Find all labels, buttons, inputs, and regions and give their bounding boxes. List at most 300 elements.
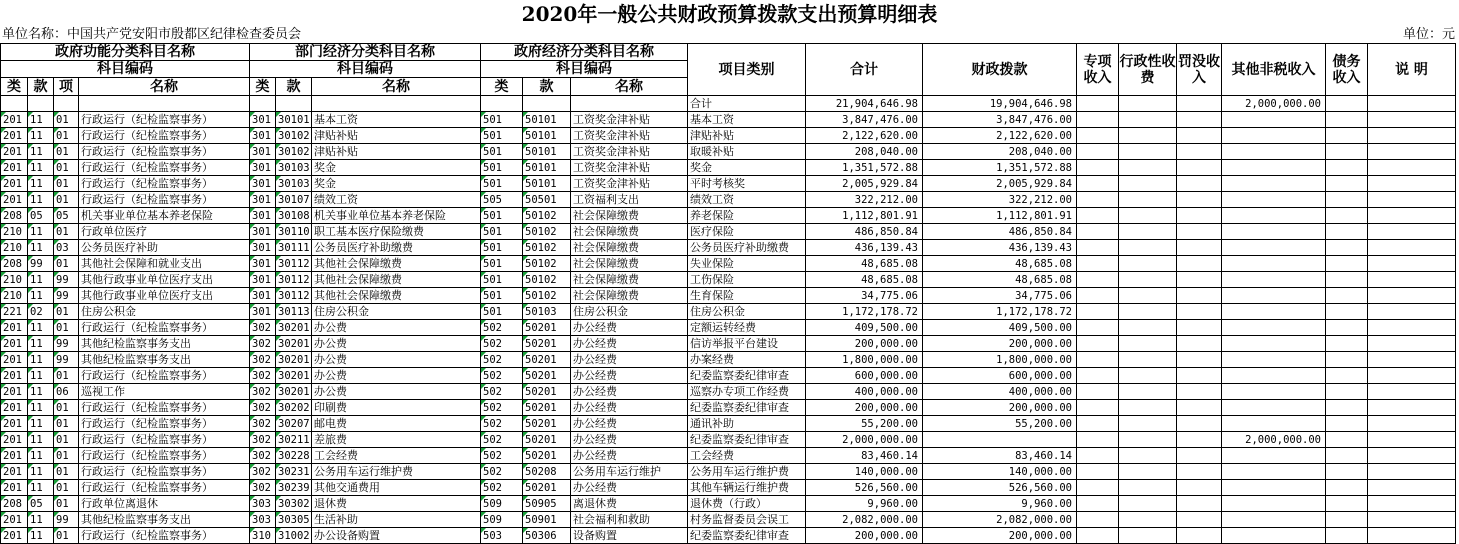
- table-row: [1, 528, 1456, 544]
- func-xiang-cell: 05: [54, 208, 79, 224]
- func-kuan-cell: 11: [28, 240, 54, 256]
- fiscal-cell: 1,351,572.88: [923, 160, 1077, 176]
- special-income-cell: [1077, 256, 1119, 272]
- func-kuan-cell: 11: [28, 352, 54, 368]
- gov-lei-cell: 501: [481, 128, 523, 144]
- gov-kuan-cell: 50501: [523, 192, 571, 208]
- debt-income-cell: [1326, 192, 1368, 208]
- dept-kuan-cell: 30103: [276, 176, 312, 192]
- fine-income-cell: [1177, 432, 1222, 448]
- dept-kuan-cell: 30201: [276, 320, 312, 336]
- admin-fee-cell: [1119, 240, 1177, 256]
- special-income-cell: [1077, 192, 1119, 208]
- budget-table: [0, 43, 1456, 544]
- fine-income-cell: [1177, 320, 1222, 336]
- dept-name-header: 名称: [312, 78, 481, 96]
- special-income-cell: [1077, 208, 1119, 224]
- dept-name-cell: 基本工资: [312, 112, 481, 128]
- debt-income-cell: [1326, 208, 1368, 224]
- gov-kuan-header: 款: [523, 78, 571, 96]
- project-type-cell: 养老保险: [688, 208, 806, 224]
- dept-kuan-cell: 30103: [276, 160, 312, 176]
- func-xiang-cell: 01: [54, 144, 79, 160]
- gov-kuan-cell: 50101: [523, 176, 571, 192]
- func-xiang-cell: 01: [54, 464, 79, 480]
- fine-income-header: 罚没收入: [1177, 44, 1222, 96]
- table-row: [1, 480, 1456, 496]
- dept-lei-cell: 301: [250, 304, 276, 320]
- total-cell: 486,850.84: [806, 224, 923, 240]
- func-lei-cell: 201: [1, 528, 28, 544]
- gov-lei-cell: 502: [481, 416, 523, 432]
- project-type-cell: 通讯补助: [688, 416, 806, 432]
- debt-income-cell: [1326, 112, 1368, 128]
- func-xiang-cell: 99: [54, 336, 79, 352]
- special-income-cell: [1077, 240, 1119, 256]
- dept-name-cell: 办公费: [312, 336, 481, 352]
- fiscal-cell: [923, 432, 1077, 448]
- debt-income-cell: [1326, 480, 1368, 496]
- total-cell: 409,500.00: [806, 320, 923, 336]
- func-lei-cell: 201: [1, 112, 28, 128]
- special-income-header: 专项收入: [1077, 44, 1119, 96]
- total-cell: 600,000.00: [806, 368, 923, 384]
- func-name-cell: 行政运行（纪检监察事务）: [79, 192, 250, 208]
- gov-kuan-cell: 50201: [523, 416, 571, 432]
- func-name-cell: 行政运行（纪检监察事务）: [79, 448, 250, 464]
- func-kuan-cell: 11: [28, 448, 54, 464]
- dept-kuan-header: 款: [276, 78, 312, 96]
- dept-kuan-cell: 30202: [276, 400, 312, 416]
- debt-income-cell: [1326, 256, 1368, 272]
- func-lei-cell: 201: [1, 192, 28, 208]
- gov-lei-cell: 502: [481, 352, 523, 368]
- special-income-cell: [1077, 128, 1119, 144]
- func-lei-cell: 210: [1, 224, 28, 240]
- note-cell: [1368, 256, 1456, 272]
- dept-lei-cell: 303: [250, 512, 276, 528]
- dept-name-cell: 奖金: [312, 160, 481, 176]
- fiscal-cell: 1,172,178.72: [923, 304, 1077, 320]
- gov-kuan-cell: 50201: [523, 352, 571, 368]
- func-name-cell: 行政运行（纪检监察事务）: [79, 400, 250, 416]
- gov-lei-cell: 502: [481, 480, 523, 496]
- dept-name-cell: 办公费: [312, 384, 481, 400]
- func-name-cell: 行政运行（纪检监察事务）: [79, 112, 250, 128]
- fine-income-cell: [1177, 496, 1222, 512]
- func-kuan-cell: 11: [28, 288, 54, 304]
- note-cell: [1368, 112, 1456, 128]
- special-income-cell: [1077, 512, 1119, 528]
- table-row: [1, 192, 1456, 208]
- func-name-cell: 行政运行（纪检监察事务）: [79, 528, 250, 544]
- dept-kuan-cell: 30101: [276, 112, 312, 128]
- func-xiang-cell: 01: [54, 304, 79, 320]
- page-title: 2020年一般公共财政预算拨款支出预算明细表: [521, 2, 938, 26]
- func-kuan-cell: 11: [28, 368, 54, 384]
- gov-name-cell: 办公经费: [571, 400, 688, 416]
- gov-lei-cell: 501: [481, 112, 523, 128]
- func-lei-cell: 221: [1, 304, 28, 320]
- func-lei-cell: 201: [1, 400, 28, 416]
- admin-fee-cell: [1119, 384, 1177, 400]
- func-name-cell: 行政运行（纪检监察事务）: [79, 464, 250, 480]
- total-row-total: 21,904,646.98: [806, 96, 923, 112]
- func-group-header: 政府功能分类科目名称: [1, 44, 250, 61]
- gov-name-cell: 设备购置: [571, 528, 688, 544]
- gov-name-cell: 工资奖金津补贴: [571, 144, 688, 160]
- func-name-cell: 行政运行（纪检监察事务）: [79, 416, 250, 432]
- note-cell: [1368, 192, 1456, 208]
- debt-income-cell: [1326, 496, 1368, 512]
- func-xiang-cell: 01: [54, 448, 79, 464]
- func-xiang-cell: 01: [54, 192, 79, 208]
- dept-name-cell: 其他社会保障缴费: [312, 272, 481, 288]
- other-nontax-cell: [1222, 160, 1326, 176]
- fine-income-cell: [1177, 128, 1222, 144]
- currency-unit-label: 单位：元: [1402, 27, 1455, 42]
- func-kuan-cell: 11: [28, 432, 54, 448]
- func-kuan-cell: 11: [28, 416, 54, 432]
- other-nontax-cell: [1222, 384, 1326, 400]
- note-cell: [1368, 528, 1456, 544]
- fiscal-cell: 1,112,801.91: [923, 208, 1077, 224]
- gov-name-cell: 办公经费: [571, 352, 688, 368]
- dept-lei-cell: 302: [250, 400, 276, 416]
- func-xiang-cell: 01: [54, 176, 79, 192]
- special-income-cell: [1077, 336, 1119, 352]
- dept-kuan-cell: 30102: [276, 144, 312, 160]
- debt-income-cell: [1326, 320, 1368, 336]
- gov-name-cell: 办公经费: [571, 448, 688, 464]
- fiscal-header: 财政拨款: [923, 44, 1077, 96]
- debt-income-header: 债务收入: [1326, 44, 1368, 96]
- project-type-cell: 退休费（行政）: [688, 496, 806, 512]
- note-cell: [1368, 288, 1456, 304]
- func-name-cell: 公务员医疗补助: [79, 240, 250, 256]
- table-row: [1, 256, 1456, 272]
- note-cell: [1368, 224, 1456, 240]
- func-lei-cell: 201: [1, 384, 28, 400]
- dept-lei-cell: 301: [250, 112, 276, 128]
- func-lei-cell: 201: [1, 448, 28, 464]
- fiscal-cell: 526,560.00: [923, 480, 1077, 496]
- func-kuan-cell: 11: [28, 144, 54, 160]
- dept-lei-cell: 301: [250, 160, 276, 176]
- total-cell: 322,212.00: [806, 192, 923, 208]
- fine-income-cell: [1177, 112, 1222, 128]
- gov-kuan-cell: 50905: [523, 496, 571, 512]
- total-row: [1, 96, 1456, 112]
- note-cell: [1368, 496, 1456, 512]
- gov-kuan-cell: 50102: [523, 208, 571, 224]
- note-cell: [1368, 400, 1456, 416]
- dept-name-cell: 其他社会保障缴费: [312, 288, 481, 304]
- fiscal-cell: 200,000.00: [923, 528, 1077, 544]
- dept-lei-cell: 301: [250, 176, 276, 192]
- dept-group-header: 部门经济分类科目名称: [250, 44, 481, 61]
- dept-lei-cell: 302: [250, 480, 276, 496]
- gov-kuan-cell: 50306: [523, 528, 571, 544]
- gov-lei-cell: 501: [481, 224, 523, 240]
- gov-code-header: 科目编码: [481, 61, 688, 78]
- total-cell: 48,685.08: [806, 256, 923, 272]
- total-cell: 55,200.00: [806, 416, 923, 432]
- gov-lei-cell: 502: [481, 368, 523, 384]
- gov-lei-cell: 502: [481, 464, 523, 480]
- fiscal-cell: 400,000.00: [923, 384, 1077, 400]
- fine-income-cell: [1177, 224, 1222, 240]
- gov-lei-cell: 501: [481, 144, 523, 160]
- gov-lei-cell: 509: [481, 496, 523, 512]
- project-type-cell: 工会经费: [688, 448, 806, 464]
- dept-lei-cell: 302: [250, 416, 276, 432]
- fiscal-cell: 34,775.06: [923, 288, 1077, 304]
- gov-lei-cell: 502: [481, 320, 523, 336]
- total-cell: 2,000,000.00: [806, 432, 923, 448]
- func-kuan-cell: 11: [28, 192, 54, 208]
- gov-lei-cell: 501: [481, 240, 523, 256]
- dept-lei-header: 类: [250, 78, 276, 96]
- special-income-cell: [1077, 432, 1119, 448]
- func-lei-cell: 201: [1, 336, 28, 352]
- dept-name-cell: 奖金: [312, 176, 481, 192]
- gov-kuan-cell: 50102: [523, 272, 571, 288]
- other-nontax-cell: [1222, 528, 1326, 544]
- gov-name-header: 名称: [571, 78, 688, 96]
- admin-fee-cell: [1119, 432, 1177, 448]
- debt-income-cell: [1326, 336, 1368, 352]
- project-type-cell: 信访举报平台建设: [688, 336, 806, 352]
- func-xiang-cell: 01: [54, 368, 79, 384]
- admin-fee-cell: [1119, 528, 1177, 544]
- gov-lei-cell: 502: [481, 448, 523, 464]
- gov-lei-cell: 501: [481, 272, 523, 288]
- gov-name-cell: 办公经费: [571, 432, 688, 448]
- dept-lei-cell: 302: [250, 368, 276, 384]
- dept-lei-cell: 302: [250, 336, 276, 352]
- gov-lei-cell: 502: [481, 336, 523, 352]
- total-cell: 2,005,929.84: [806, 176, 923, 192]
- table-row: [1, 272, 1456, 288]
- gov-kuan-cell: 50101: [523, 160, 571, 176]
- special-income-cell: [1077, 400, 1119, 416]
- func-name-cell: 行政运行（纪检监察事务）: [79, 160, 250, 176]
- table-row: [1, 432, 1456, 448]
- dept-kuan-cell: 30302: [276, 496, 312, 512]
- func-name-cell: 其他纪检监察事务支出: [79, 336, 250, 352]
- gov-kuan-cell: 50201: [523, 320, 571, 336]
- debt-income-cell: [1326, 448, 1368, 464]
- note-cell: [1368, 176, 1456, 192]
- dept-kuan-cell: 30239: [276, 480, 312, 496]
- dept-name-cell: 印刷费: [312, 400, 481, 416]
- special-income-cell: [1077, 384, 1119, 400]
- total-cell: 140,000.00: [806, 464, 923, 480]
- dept-name-cell: 工会经费: [312, 448, 481, 464]
- debt-income-cell: [1326, 432, 1368, 448]
- gov-kuan-cell: 50201: [523, 336, 571, 352]
- table-row: [1, 352, 1456, 368]
- table-row: [1, 128, 1456, 144]
- total-cell: 526,560.00: [806, 480, 923, 496]
- admin-fee-cell: [1119, 288, 1177, 304]
- func-kuan-cell: 11: [28, 160, 54, 176]
- fiscal-cell: 322,212.00: [923, 192, 1077, 208]
- func-lei-cell: 201: [1, 432, 28, 448]
- fiscal-cell: 1,800,000.00: [923, 352, 1077, 368]
- fine-income-cell: [1177, 400, 1222, 416]
- total-cell: 200,000.00: [806, 336, 923, 352]
- admin-fee-cell: [1119, 416, 1177, 432]
- debt-income-cell: [1326, 160, 1368, 176]
- dept-kuan-cell: 30110: [276, 224, 312, 240]
- gov-lei-cell: 502: [481, 384, 523, 400]
- func-xiang-cell: 06: [54, 384, 79, 400]
- dept-lei-cell: 301: [250, 240, 276, 256]
- project-type-cell: 住房公积金: [688, 304, 806, 320]
- special-income-cell: [1077, 448, 1119, 464]
- other-nontax-cell: [1222, 448, 1326, 464]
- dept-kuan-cell: 31002: [276, 528, 312, 544]
- func-lei-cell: 201: [1, 480, 28, 496]
- gov-name-cell: 住房公积金: [571, 304, 688, 320]
- table-row: [1, 384, 1456, 400]
- admin-fee-cell: [1119, 208, 1177, 224]
- gov-name-cell: 离退休费: [571, 496, 688, 512]
- gov-name-cell: 办公经费: [571, 336, 688, 352]
- other-nontax-cell: [1222, 496, 1326, 512]
- note-cell: [1368, 368, 1456, 384]
- table-row: [1, 448, 1456, 464]
- dept-lei-cell: 301: [250, 272, 276, 288]
- gov-name-cell: 办公经费: [571, 480, 688, 496]
- dept-kuan-cell: 30108: [276, 208, 312, 224]
- gov-kuan-cell: 50201: [523, 384, 571, 400]
- dept-name-cell: 津贴补贴: [312, 128, 481, 144]
- dept-name-cell: 办公设备购置: [312, 528, 481, 544]
- func-lei-cell: 210: [1, 272, 28, 288]
- dept-name-cell: 差旅费: [312, 432, 481, 448]
- total-cell: 34,775.06: [806, 288, 923, 304]
- fiscal-cell: 486,850.84: [923, 224, 1077, 240]
- admin-fee-cell: [1119, 480, 1177, 496]
- dept-name-cell: 公务用车运行维护费: [312, 464, 481, 480]
- fiscal-cell: 140,000.00: [923, 464, 1077, 480]
- fiscal-cell: 2,122,620.00: [923, 128, 1077, 144]
- dept-name-cell: 办公费: [312, 320, 481, 336]
- func-lei-cell: 208: [1, 208, 28, 224]
- gov-name-cell: 社会保障缴费: [571, 288, 688, 304]
- func-xiang-cell: 01: [54, 320, 79, 336]
- fine-income-cell: [1177, 160, 1222, 176]
- other-nontax-cell: [1222, 336, 1326, 352]
- other-nontax-cell: [1222, 144, 1326, 160]
- note-cell: [1368, 160, 1456, 176]
- admin-fee-cell: [1119, 368, 1177, 384]
- func-kuan-cell: 11: [28, 336, 54, 352]
- total-cell: 200,000.00: [806, 400, 923, 416]
- fine-income-cell: [1177, 272, 1222, 288]
- func-xiang-cell: 01: [54, 112, 79, 128]
- debt-income-cell: [1326, 272, 1368, 288]
- func-xiang-cell: 01: [54, 256, 79, 272]
- func-name-cell: 其他纪检监察事务支出: [79, 512, 250, 528]
- dept-lei-cell: 302: [250, 320, 276, 336]
- func-lei-cell: 208: [1, 496, 28, 512]
- gov-kuan-cell: 50201: [523, 480, 571, 496]
- table-row: [1, 176, 1456, 192]
- fine-income-cell: [1177, 448, 1222, 464]
- total-cell: 9,960.00: [806, 496, 923, 512]
- admin-fee-cell: [1119, 272, 1177, 288]
- table-row: [1, 208, 1456, 224]
- admin-fee-cell: [1119, 176, 1177, 192]
- func-lei-cell: 201: [1, 512, 28, 528]
- func-name-cell: 其他行政事业单位医疗支出: [79, 272, 250, 288]
- fine-income-cell: [1177, 192, 1222, 208]
- admin-fee-cell: [1119, 144, 1177, 160]
- func-lei-cell: 210: [1, 288, 28, 304]
- total-cell: 400,000.00: [806, 384, 923, 400]
- func-kuan-cell: 11: [28, 128, 54, 144]
- func-name-cell: 行政单位医疗: [79, 224, 250, 240]
- other-nontax-cell: 2,000,000.00: [1222, 432, 1326, 448]
- note-cell: [1368, 304, 1456, 320]
- project-type-cell: 平时考核奖: [688, 176, 806, 192]
- func-lei-cell: 201: [1, 368, 28, 384]
- func-lei-cell: 201: [1, 320, 28, 336]
- fine-income-cell: [1177, 336, 1222, 352]
- fiscal-cell: 2,082,000.00: [923, 512, 1077, 528]
- dept-name-cell: 办公费: [312, 352, 481, 368]
- func-code-header: 科目编码: [1, 61, 250, 78]
- func-xiang-cell: 01: [54, 480, 79, 496]
- special-income-cell: [1077, 528, 1119, 544]
- fiscal-cell: 600,000.00: [923, 368, 1077, 384]
- special-income-cell: [1077, 480, 1119, 496]
- special-income-cell: [1077, 496, 1119, 512]
- gov-lei-cell: 505: [481, 192, 523, 208]
- other-nontax-cell: [1222, 224, 1326, 240]
- table-row: [1, 320, 1456, 336]
- dept-lei-cell: 303: [250, 496, 276, 512]
- dept-lei-cell: 301: [250, 128, 276, 144]
- fiscal-cell: 208,040.00: [923, 144, 1077, 160]
- dept-kuan-cell: 30201: [276, 368, 312, 384]
- gov-name-cell: 社会保障缴费: [571, 208, 688, 224]
- project-type-cell: 纪委监察委纪律审查: [688, 528, 806, 544]
- note-cell: [1368, 336, 1456, 352]
- func-kuan-cell: 11: [28, 464, 54, 480]
- admin-fee-cell: [1119, 128, 1177, 144]
- special-income-cell: [1077, 416, 1119, 432]
- note-cell: [1368, 464, 1456, 480]
- debt-income-cell: [1326, 512, 1368, 528]
- dept-name-cell: 公务员医疗补助缴费: [312, 240, 481, 256]
- project-type-cell: 奖金: [688, 160, 806, 176]
- func-kuan-header: 款: [28, 78, 54, 96]
- fiscal-cell: 200,000.00: [923, 336, 1077, 352]
- dept-lei-cell: 301: [250, 208, 276, 224]
- gov-kuan-cell: 50102: [523, 256, 571, 272]
- fiscal-cell: 55,200.00: [923, 416, 1077, 432]
- other-nontax-cell: [1222, 304, 1326, 320]
- dept-kuan-cell: 30228: [276, 448, 312, 464]
- dept-kuan-cell: 30231: [276, 464, 312, 480]
- func-name-cell: 行政运行（纪检监察事务）: [79, 176, 250, 192]
- gov-name-cell: 办公经费: [571, 320, 688, 336]
